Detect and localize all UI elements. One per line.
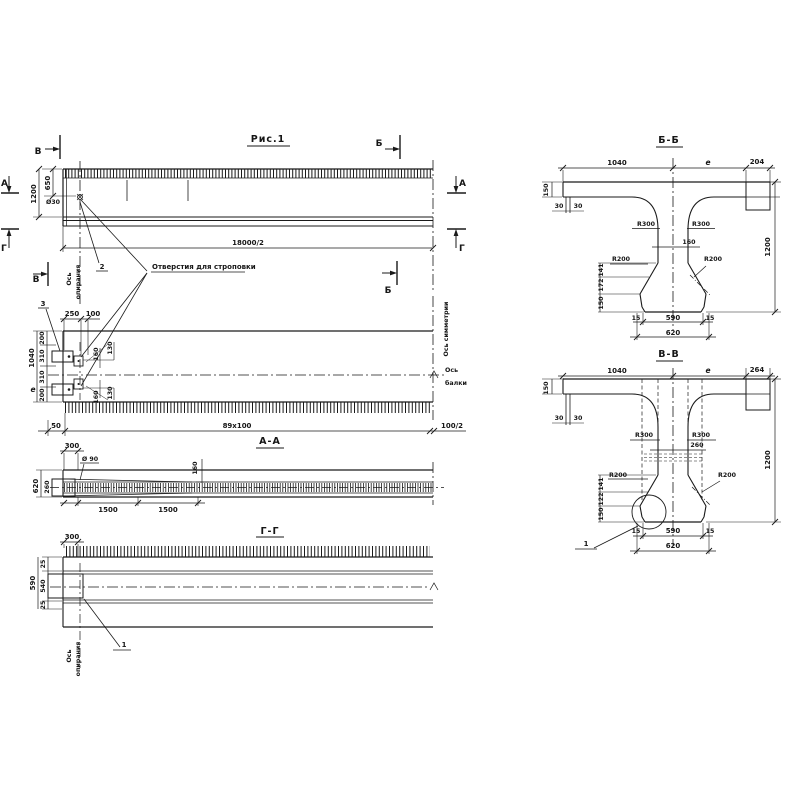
leader-2: 2 — [99, 263, 105, 271]
dim-1200-bb: 1200 — [764, 237, 772, 257]
dim-r300-right-vv: R300 — [692, 432, 710, 439]
dim-web-vv: 260 — [690, 442, 704, 449]
dim-250: 250 — [64, 310, 80, 318]
section-aa-view — [32, 436, 444, 514]
elevation-geometry — [1, 135, 466, 386]
dim-r300-right-bb: R300 — [692, 221, 710, 228]
section-gg-title: Г-Г — [260, 526, 280, 537]
dim-hole-dia: Ø30 — [45, 199, 61, 206]
beam-axis-label-2: балки — [445, 380, 467, 387]
dim-1200-elev: 1200 — [30, 184, 38, 204]
beam-axis-label-1: Ось — [445, 367, 459, 374]
support-axis-label-1: Ось — [66, 649, 73, 663]
dim-590-vv: 590 — [665, 527, 681, 535]
dim-30-right-vv: 30 — [573, 415, 583, 422]
dim-25-top: 25 — [40, 559, 47, 569]
dim-590-gg: 590 — [29, 575, 37, 591]
section-vv-title: В-В — [658, 349, 680, 360]
dim-200-b: 200 — [39, 388, 46, 402]
dim-e-bb: е — [705, 158, 711, 167]
mark-g-right: Г — [459, 244, 465, 254]
dim-264-vv: 264 — [749, 366, 765, 374]
dim-141-vv: 141 — [598, 477, 605, 491]
dim-130-upper: 130 — [107, 341, 114, 355]
dim-160-lower: 160 — [93, 390, 100, 404]
dim-1040-plan: 1040 — [28, 348, 36, 368]
dim-r200-right-vv: R200 — [718, 472, 736, 479]
dim-r300-left-vv: R300 — [635, 432, 653, 439]
dim-1040-vv: 1040 — [607, 367, 627, 375]
dim-15-right-bb: 15 — [705, 315, 715, 322]
dim-300-gg: 300 — [64, 533, 80, 541]
dim-141-bb: 141 — [598, 263, 605, 277]
leader-3: 3 — [40, 300, 46, 308]
dim-150-lower-vv: 150 — [598, 507, 605, 521]
support-axis-label-2: опирания — [75, 641, 82, 677]
mark-v-bottom: В — [32, 275, 40, 285]
dim-hole-90: Ø 90 — [81, 456, 99, 463]
dim-e-plan: е — [30, 385, 36, 394]
mark-g-left: Г — [1, 244, 7, 254]
dim-1200-vv: 1200 — [764, 450, 772, 470]
dim-100-2: 100/2 — [440, 422, 464, 430]
mark-a-left: А — [1, 179, 8, 189]
dim-620-aa: 620 — [32, 478, 40, 494]
section-gg-geometry — [38, 537, 438, 668]
dim-30-right-bb: 30 — [573, 203, 583, 210]
dim-310-a: 310 — [39, 349, 46, 363]
section-aa-title: А-А — [259, 436, 281, 447]
dim-spacing: 89x100 — [222, 422, 252, 430]
dim-620-vv: 620 — [665, 542, 681, 550]
mark-v-top: В — [34, 147, 42, 157]
dim-172-bb: 172 — [598, 278, 605, 292]
mark-a-right: А — [459, 179, 466, 189]
dim-160-aa: 160 — [192, 461, 199, 475]
dim-30-left-bb: 30 — [554, 203, 564, 210]
dim-30-left-vv: 30 — [554, 415, 564, 422]
anchor-block — [48, 574, 83, 598]
figure-title: Рис.1 — [250, 134, 286, 145]
section-vv-geometry — [542, 361, 781, 554]
mark-b-top: Б — [375, 139, 383, 149]
dim-r200-left-bb: R200 — [612, 256, 630, 263]
leader-1-gg: 1 — [121, 641, 127, 649]
dim-1500-a: 1500 — [98, 506, 118, 514]
dim-15-left-bb: 15 — [631, 315, 641, 322]
leader-1-vv: 1 — [583, 540, 589, 548]
dim-web-bb: 160 — [682, 239, 696, 246]
dim-150-bb: 150 — [543, 183, 550, 197]
dim-590-bb: 590 — [665, 314, 681, 322]
dim-160-upper: 160 — [93, 347, 100, 361]
dim-r300-left-bb: R300 — [637, 221, 655, 228]
symmetry-axis-label: Ось симметрии — [443, 301, 450, 357]
dim-200-a: 200 — [39, 331, 46, 345]
dim-15-right-vv: 15 — [705, 528, 715, 535]
mark-b-bottom: Б — [384, 286, 392, 296]
dim-130-lower: 130 — [107, 386, 114, 400]
section-bb-geometry — [542, 147, 781, 340]
dim-204-bb: 204 — [749, 158, 765, 166]
dim-1040-bb: 1040 — [607, 159, 627, 167]
section-vv-view — [542, 349, 781, 554]
dim-r200-left-vv: R200 — [609, 472, 627, 479]
dim-50: 50 — [51, 422, 61, 430]
support-axis-label-1: Ось — [66, 272, 73, 286]
dim-540: 540 — [40, 579, 47, 593]
dim-300-aa: 300 — [64, 442, 80, 450]
support-axis-label-2: опирания — [75, 264, 82, 300]
dim-100: 100 — [85, 310, 101, 318]
section-bb-title: Б-Б — [658, 135, 680, 146]
elevation-view — [1, 134, 466, 386]
dim-650: 650 — [44, 175, 52, 191]
dim-length-half: 18000/2 — [232, 239, 264, 247]
section-bb-view — [542, 135, 781, 340]
dim-620-bb: 620 — [665, 329, 681, 337]
dim-150-lower-bb: 150 — [598, 296, 605, 310]
dim-15-left-vv: 15 — [631, 528, 641, 535]
dim-122-vv: 122 — [598, 492, 605, 506]
dim-1500-b: 1500 — [158, 506, 178, 514]
dim-e-vv: е — [705, 366, 711, 375]
plan-view — [28, 296, 467, 436]
section-gg-view — [29, 526, 438, 676]
dim-r200-right-bb: R200 — [704, 256, 722, 263]
dim-260-aa: 260 — [44, 480, 51, 494]
dim-25-bottom: 25 — [40, 600, 47, 610]
dim-310-b: 310 — [39, 370, 46, 384]
dim-150-vv: 150 — [543, 381, 550, 395]
note-slinging-holes: Отверстия для строповки — [152, 263, 256, 271]
